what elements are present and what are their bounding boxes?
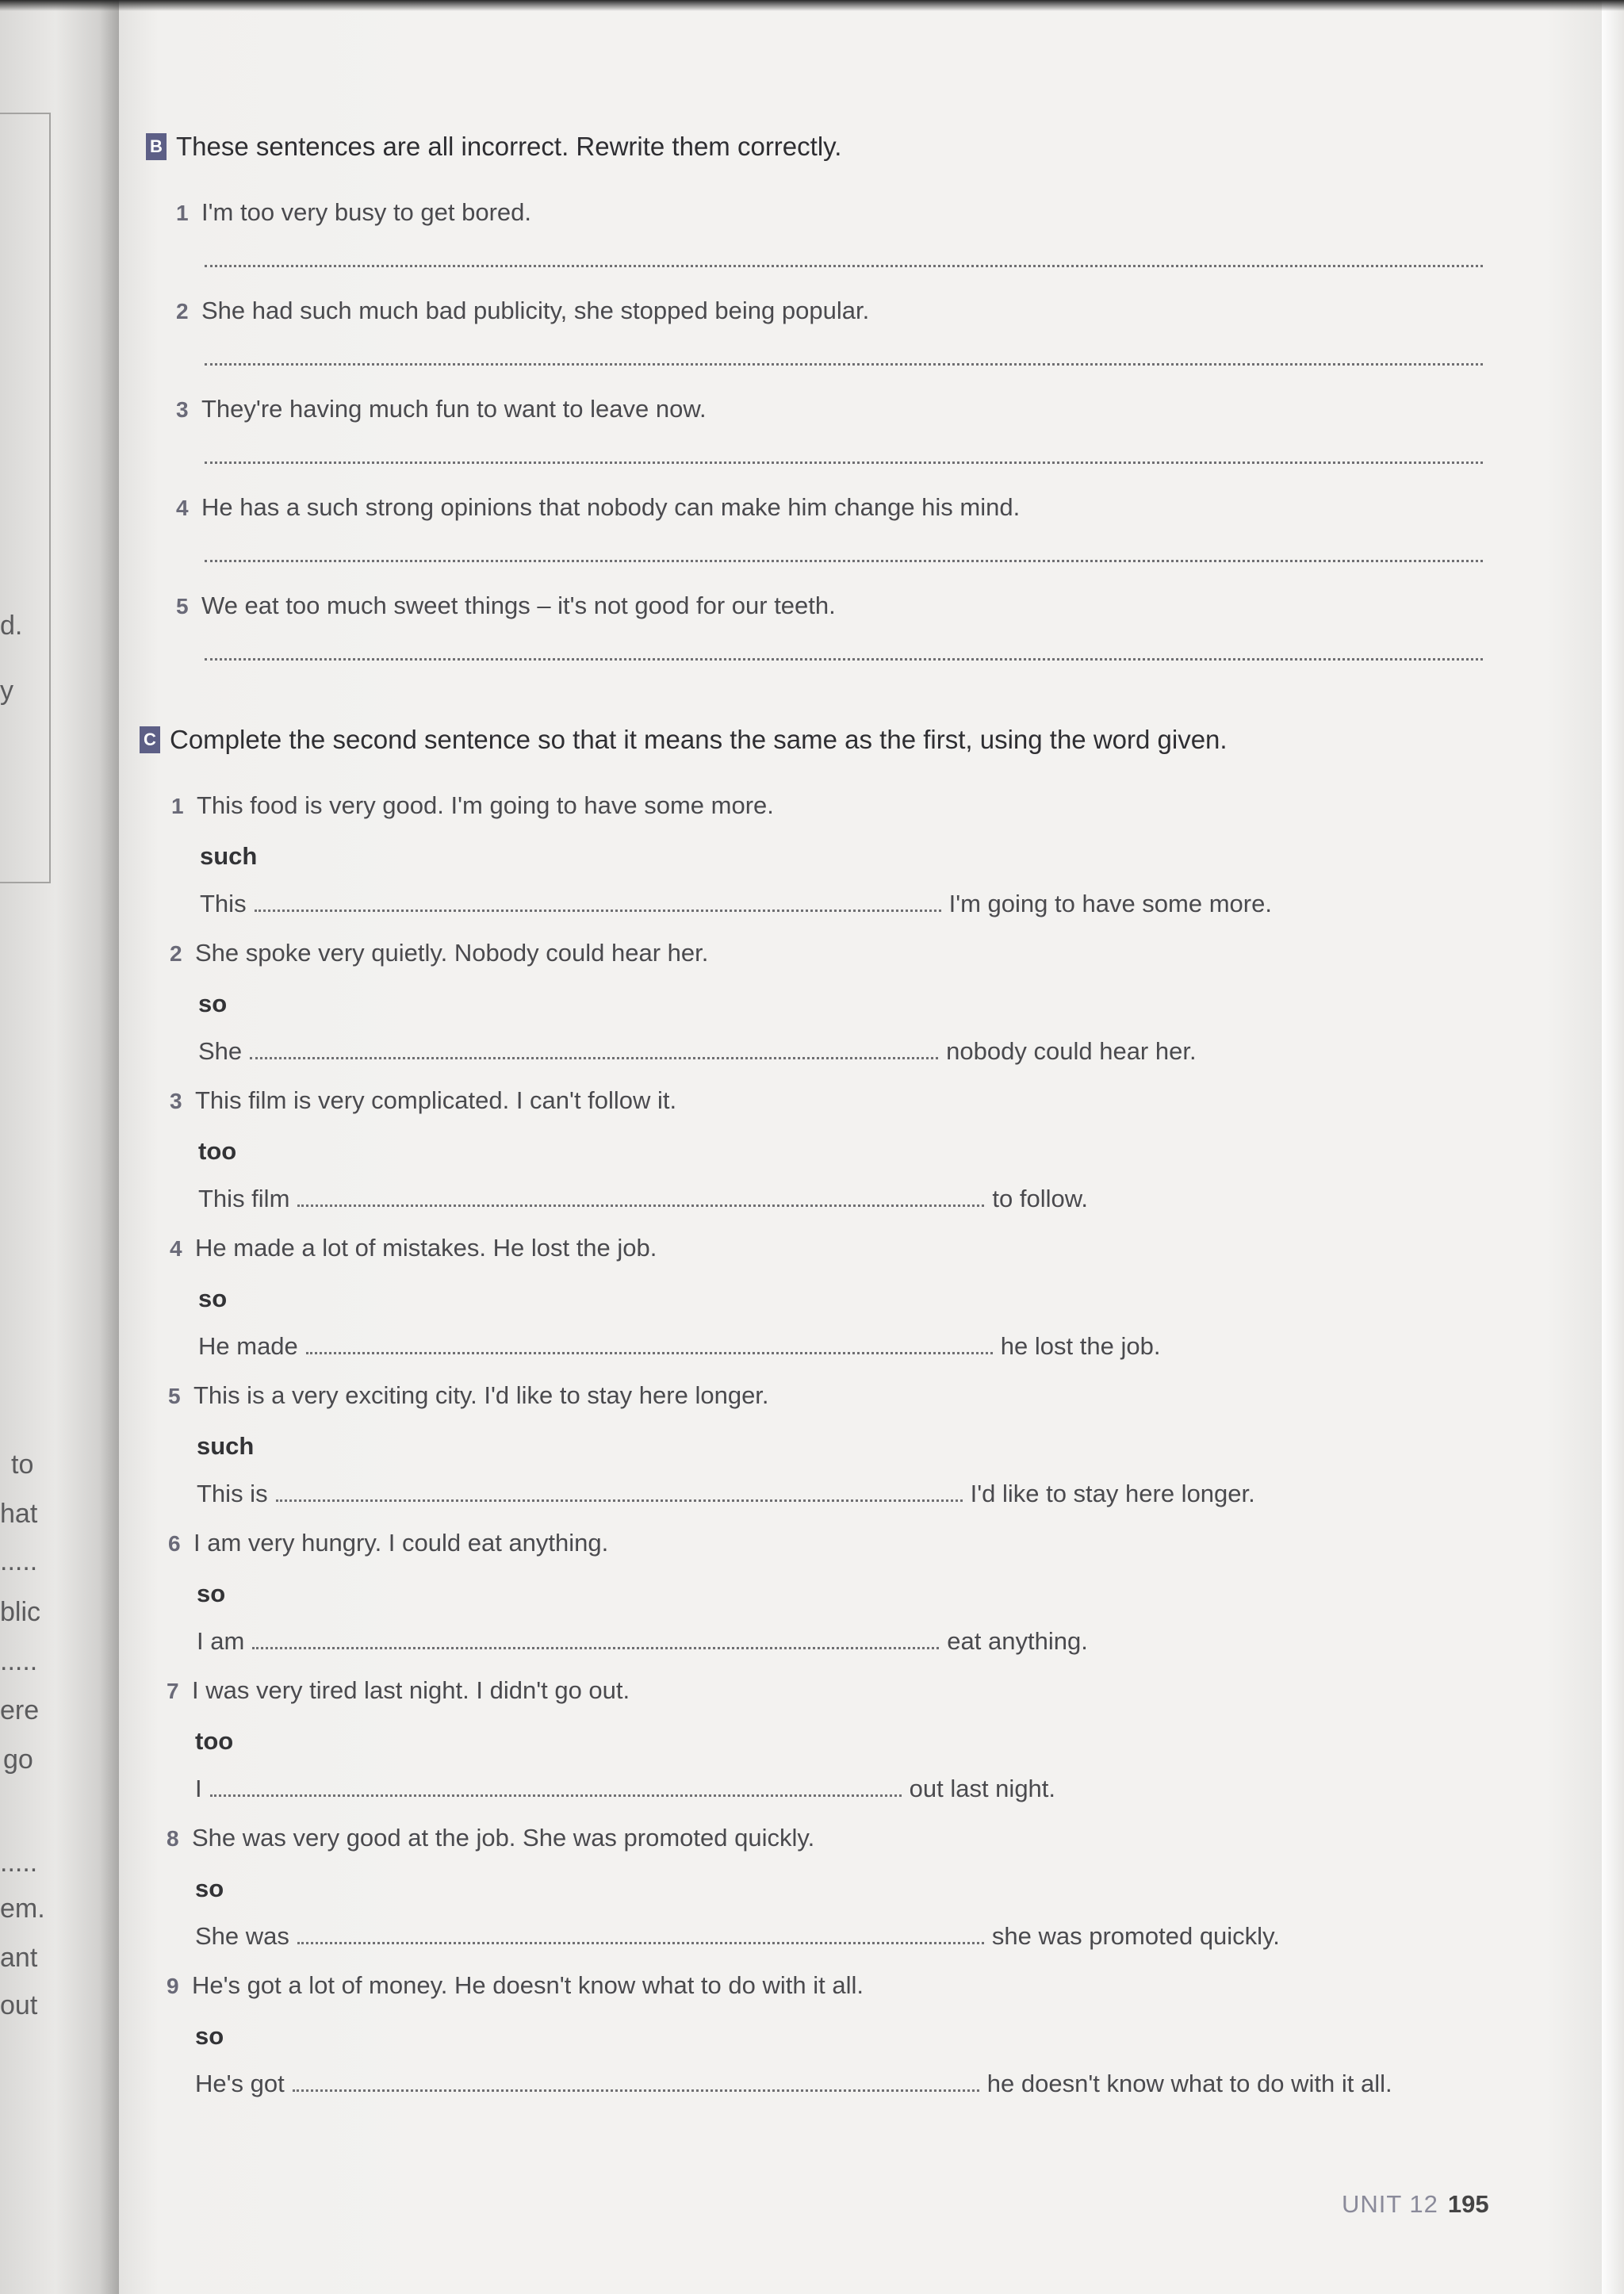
item-number: 6 <box>168 1531 181 1556</box>
item-number: 2 <box>170 941 182 966</box>
answer-gap[interactable] <box>297 1942 984 1944</box>
answer-sentence <box>197 1627 1088 1656</box>
answer-end: he doesn't know what to do with it all. <box>986 2070 1392 2097</box>
section-c-item <box>170 939 708 967</box>
answer-gap[interactable] <box>293 2089 979 2092</box>
answer-sentence <box>200 890 1272 918</box>
answer-sentence <box>198 1332 1160 1361</box>
item-number: 3 <box>176 397 189 422</box>
section-c-item <box>168 1529 608 1557</box>
section-b-instruction: These sentences are all incorrect. Rewrite them correctly. <box>176 132 842 161</box>
item-text: They're having much fun to want to leave now. <box>201 395 707 423</box>
answer-line-b3[interactable] <box>205 461 1483 464</box>
left-page-fragment: to <box>11 1450 34 1480</box>
answer-sentence <box>198 1185 1088 1213</box>
item-number: 7 <box>167 1679 179 1703</box>
item-text: This food is very good. I'm going to have some more. <box>197 791 774 819</box>
key-word: too <box>198 1137 237 1165</box>
item-text: She spoke very quietly. Nobody could hear her. <box>195 939 709 967</box>
answer-end: nobody could hear her. <box>946 1037 1197 1065</box>
answer-gap[interactable] <box>297 1204 984 1207</box>
item-number: 1 <box>176 201 189 225</box>
section-c-heading <box>140 725 1228 755</box>
answer-gap[interactable] <box>306 1352 993 1354</box>
item-text: I am very hungry. I could eat anything. <box>193 1529 609 1557</box>
answer-end: to follow. <box>992 1185 1089 1212</box>
key-word: so <box>195 2022 224 2050</box>
item-text: He's got a lot of money. He doesn't know what to do with it all. <box>192 1971 864 1999</box>
item-number: 4 <box>176 496 189 520</box>
item-number: 2 <box>176 299 189 324</box>
section-c-item <box>168 1381 769 1410</box>
item-number: 5 <box>168 1384 181 1408</box>
item-text: She had such much bad publicity, she stopped being popular. <box>201 297 870 324</box>
section-b-item <box>176 592 836 620</box>
answer-sentence <box>195 1922 1280 1951</box>
answer-start: This is <box>197 1480 268 1507</box>
left-page-fragment: d. <box>0 611 23 641</box>
page-number: 195 <box>1447 2190 1489 2218</box>
answer-gap[interactable] <box>276 1499 963 1502</box>
left-page-fragment: out <box>0 1990 38 2020</box>
answer-sentence <box>197 1480 1255 1508</box>
answer-end: I'm going to have some more. <box>948 890 1272 917</box>
item-text: We eat too much sweet things – it's not good for our teeth. <box>201 592 836 619</box>
answer-line-b2[interactable] <box>205 363 1483 366</box>
answer-sentence <box>195 2070 1392 2098</box>
key-word: too <box>195 1727 234 1755</box>
item-text: This film is very complicated. I can't follow it. <box>195 1086 677 1114</box>
section-c-item <box>167 1824 814 1852</box>
answer-start: She was <box>195 1922 289 1950</box>
left-page-fragment: em. <box>0 1894 45 1924</box>
item-text: He made a lot of mistakes. He lost the job. <box>195 1234 657 1262</box>
answer-gap[interactable] <box>255 910 941 912</box>
item-number: 5 <box>176 594 189 618</box>
answer-sentence <box>195 1775 1055 1803</box>
left-page-fragment: y <box>0 676 13 706</box>
page-footer <box>1342 2190 1489 2219</box>
item-number: 4 <box>170 1236 182 1261</box>
answer-start: He's got <box>195 2070 285 2097</box>
left-page-fragment: hat <box>0 1499 38 1529</box>
item-number: 1 <box>171 794 184 818</box>
answer-start: This film <box>198 1185 290 1212</box>
section-c-item <box>170 1234 657 1262</box>
key-word: so <box>198 990 228 1017</box>
section-c-instruction: Complete the second sentence so that it means the same as the first, using the word given. <box>170 725 1228 754</box>
answer-end: eat anything. <box>947 1627 1088 1655</box>
answer-start: He made <box>198 1332 298 1360</box>
answer-gap[interactable] <box>252 1647 939 1649</box>
item-number: 9 <box>167 1974 179 1998</box>
section-c-item <box>167 1676 630 1705</box>
answer-start: I am <box>197 1627 245 1655</box>
answer-gap[interactable] <box>210 1794 902 1797</box>
answer-sentence <box>198 1037 1197 1066</box>
left-page-fragment: ant <box>0 1943 38 1973</box>
item-text: She was very good at the job. She was promoted quickly. <box>192 1824 815 1852</box>
key-word: so <box>198 1285 228 1312</box>
answer-end: she was promoted quickly. <box>991 1922 1280 1950</box>
answer-line-b1[interactable] <box>205 265 1483 267</box>
answer-start: This <box>200 890 247 917</box>
key-word: so <box>197 1580 226 1607</box>
left-page-fragment: go <box>3 1744 33 1775</box>
answer-start: I <box>195 1775 202 1802</box>
answer-end: I'd like to stay here longer. <box>970 1480 1255 1507</box>
section-b-item <box>176 198 531 227</box>
section-b-item <box>176 297 869 325</box>
left-page-fragment: ..... <box>0 1546 38 1576</box>
section-b-heading <box>146 132 841 162</box>
section-b-item <box>176 395 707 423</box>
item-number: 8 <box>167 1826 179 1851</box>
answer-line-b5[interactable] <box>205 658 1483 661</box>
answer-start: She <box>198 1037 243 1065</box>
left-page-fragment: ..... <box>0 1646 38 1676</box>
section-c-letter-badge: C <box>140 726 160 753</box>
key-word: such <box>197 1432 255 1460</box>
answer-gap[interactable] <box>250 1057 938 1059</box>
item-text: I'm too very busy to get bored. <box>201 198 532 226</box>
item-text: I was very tired last night. I didn't go out. <box>192 1676 630 1704</box>
left-page-fragment: ere <box>0 1695 40 1725</box>
unit-label: UNIT 12 <box>1342 2190 1438 2218</box>
section-c-item <box>167 1971 864 2000</box>
item-text: He has a such strong opinions that nobody can make him change his mind. <box>201 493 1021 521</box>
left-page-fragment: ..... <box>0 1848 38 1878</box>
answer-end: out last night. <box>909 1775 1056 1802</box>
answer-end: he lost the job. <box>1000 1332 1161 1360</box>
item-text: This is a very exciting city. I'd like to stay here longer. <box>193 1381 769 1409</box>
section-c-item <box>170 1086 676 1115</box>
item-number: 3 <box>170 1089 182 1113</box>
section-b-item <box>176 493 1020 522</box>
section-b-letter-badge: B <box>146 133 167 160</box>
key-word: so <box>195 1875 224 1902</box>
answer-line-b4[interactable] <box>205 560 1483 562</box>
section-c-item <box>171 791 774 820</box>
key-word: such <box>200 842 258 870</box>
left-page-fragment: blic <box>0 1597 41 1627</box>
